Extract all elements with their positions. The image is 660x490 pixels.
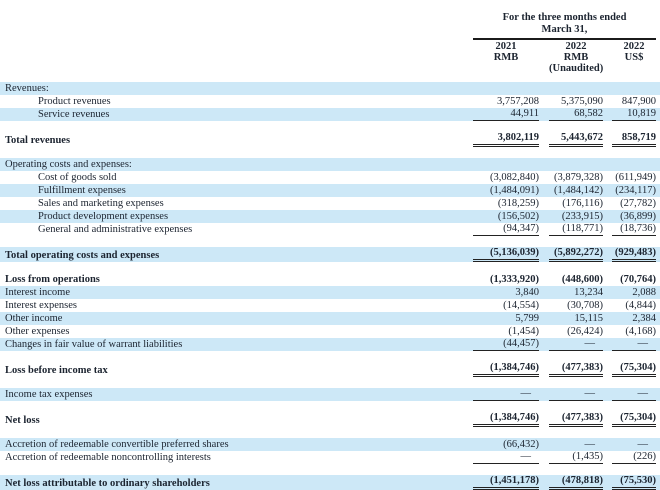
value-text: (1,435) <box>572 451 603 462</box>
table-row <box>0 82 660 95</box>
value-text: (70,764) <box>620 274 656 285</box>
value-text: (30,708) <box>567 300 603 311</box>
table-row <box>0 132 660 147</box>
row-label: Net loss attributable to ordinary shareholders <box>5 478 210 489</box>
value-text: (477,383) <box>561 362 603 373</box>
value-text: (118,771) <box>562 223 603 234</box>
value-2021-rmb <box>473 313 539 325</box>
value-text: (4,844) <box>625 300 656 311</box>
value-2021-rmb <box>473 388 539 401</box>
table-row <box>0 158 660 171</box>
row-label: Accretion of redeemable convertible preferred shares <box>5 439 229 450</box>
value-2021-rmb <box>473 287 539 299</box>
value-text: 858,719 <box>621 132 656 143</box>
value-text: (1,454) <box>508 326 539 337</box>
value-text: — <box>520 388 531 399</box>
value-2022-usd <box>612 326 656 338</box>
value-2022-usd <box>612 475 656 490</box>
value-2022-rmb <box>549 198 603 210</box>
value-2022-usd <box>612 362 656 377</box>
row-label: Other expenses <box>5 326 70 337</box>
value-2021-rmb <box>473 439 539 451</box>
value-2021-rmb <box>473 338 539 351</box>
value-2021-rmb <box>473 451 539 464</box>
value-2022-rmb <box>549 326 603 338</box>
value-2022-usd <box>612 185 656 197</box>
row-label: Operating costs and expenses: <box>5 159 132 170</box>
value-2021-rmb <box>473 223 539 236</box>
value-2022-rmb <box>549 172 603 184</box>
value-2022-rmb <box>549 313 603 325</box>
value-text: (75,304) <box>620 412 656 423</box>
row-label: Cost of goods sold <box>38 172 117 183</box>
value-text: 15,115 <box>574 313 603 324</box>
value-text: (234,117) <box>615 185 656 196</box>
value-2021-rmb <box>473 172 539 184</box>
column-headers <box>473 41 656 74</box>
value-text: (94,347) <box>503 223 539 234</box>
value-text: 5,375,090 <box>561 96 603 107</box>
value-text: (226) <box>633 451 656 462</box>
table-row <box>0 438 660 451</box>
value-2021-rmb <box>473 247 539 262</box>
value-text: 2,088 <box>632 287 656 298</box>
value-2022-usd <box>612 451 656 464</box>
value-text: (75,304) <box>620 362 656 373</box>
value-2022-usd <box>612 211 656 223</box>
value-text: — <box>637 439 648 450</box>
row-label: Income tax expenses <box>5 389 93 400</box>
table-row <box>0 108 660 121</box>
column-currency: RMB <box>493 52 519 63</box>
value-2022-usd <box>612 172 656 184</box>
value-text: (14,554) <box>503 300 539 311</box>
table-row <box>0 95 660 108</box>
column-header-2022-usd <box>612 41 656 74</box>
table-row <box>0 451 660 464</box>
value-2022-rmb <box>549 96 603 108</box>
row-label: Changes in fair value of warrant liabilities <box>5 339 183 350</box>
column-year: 2022 <box>623 41 645 52</box>
value-text: (3,879,328) <box>554 172 603 183</box>
table-row <box>0 184 660 197</box>
row-label: Revenues: <box>5 83 49 94</box>
value-2022-rmb <box>549 439 603 451</box>
value-2022-usd <box>612 247 656 262</box>
value-2022-rmb <box>549 300 603 312</box>
period-title-line2: March 31, <box>541 24 588 35</box>
value-2022-rmb <box>549 132 603 147</box>
value-text: 3,757,208 <box>497 96 539 107</box>
value-2022-usd <box>612 412 656 427</box>
value-2021-rmb <box>473 211 539 223</box>
row-label: Net loss <box>5 415 40 426</box>
row-label: Sales and marketing expenses <box>38 198 164 209</box>
value-text: (4,168) <box>625 326 656 337</box>
table-row <box>0 247 660 262</box>
value-text: 3,840 <box>515 287 539 298</box>
value-2022-usd <box>612 132 656 147</box>
value-text: (448,600) <box>561 274 603 285</box>
value-2021-rmb <box>473 412 539 427</box>
row-label: Loss from operations <box>5 274 100 285</box>
header-rule <box>473 38 656 40</box>
value-2021-rmb <box>473 185 539 197</box>
value-text: (5,892,272) <box>554 247 603 258</box>
table-row <box>0 412 660 427</box>
column-header-2021-rmb <box>473 41 539 74</box>
value-text: 5,443,672 <box>561 132 603 143</box>
table-row <box>0 338 660 351</box>
value-2022-rmb <box>549 223 603 236</box>
value-text: 44,911 <box>510 108 539 119</box>
row-label: Fulfillment expenses <box>38 185 126 196</box>
value-text: (611,949) <box>615 172 656 183</box>
column-year: 2022 <box>565 41 587 52</box>
value-2022-usd <box>612 300 656 312</box>
table-row <box>0 286 660 299</box>
value-2021-rmb <box>473 362 539 377</box>
value-2021-rmb <box>473 108 539 121</box>
row-label: Interest income <box>5 287 71 298</box>
row-label: Total operating costs and expenses <box>5 250 160 261</box>
value-2021-rmb <box>473 326 539 338</box>
value-2022-rmb <box>549 185 603 197</box>
value-2021-rmb <box>473 300 539 312</box>
value-text: (36,899) <box>620 211 656 222</box>
value-2022-rmb <box>549 362 603 377</box>
value-text: (1,333,920) <box>490 274 539 285</box>
table-row <box>0 197 660 210</box>
value-2022-rmb <box>549 475 603 490</box>
table-row <box>0 171 660 184</box>
value-2022-rmb <box>549 108 603 121</box>
value-2021-rmb <box>473 475 539 490</box>
value-2022-rmb <box>549 274 603 286</box>
value-text: (929,483) <box>614 247 656 258</box>
period-title-line1: For the three months ended <box>502 12 627 23</box>
value-text: 847,900 <box>621 96 656 107</box>
value-text: — <box>584 338 595 349</box>
row-label: Other income <box>5 313 63 324</box>
value-2022-usd <box>612 287 656 299</box>
value-text: (44,457) <box>503 338 539 349</box>
value-text: 68,582 <box>574 108 603 119</box>
table-header <box>0 0 660 74</box>
value-2021-rmb <box>473 132 539 147</box>
value-text: (233,915) <box>561 211 603 222</box>
value-2022-usd <box>612 313 656 325</box>
column-header-2022-rmb <box>549 41 603 74</box>
table-row <box>0 210 660 223</box>
value-text: 3,802,119 <box>497 132 539 143</box>
table-row <box>0 223 660 236</box>
value-2022-rmb <box>549 287 603 299</box>
column-year: 2021 <box>495 41 517 52</box>
value-2022-rmb <box>549 412 603 427</box>
row-label: General and administrative expenses <box>38 224 193 235</box>
value-text: 2,384 <box>632 313 656 324</box>
column-currency: US$ <box>624 52 644 63</box>
row-label: Loss before income tax <box>5 365 108 376</box>
value-2022-usd <box>612 439 656 451</box>
value-text: — <box>520 451 531 462</box>
value-2021-rmb <box>473 96 539 108</box>
value-text: (18,736) <box>620 223 656 234</box>
value-text: (75,530) <box>620 475 656 486</box>
value-text: (5,136,039) <box>490 247 539 258</box>
value-text: (1,384,746) <box>490 412 539 423</box>
value-text: 13,234 <box>574 287 603 298</box>
value-text: (477,383) <box>561 412 603 423</box>
value-2022-usd <box>612 223 656 236</box>
value-text: (478,818) <box>561 475 603 486</box>
value-2022-rmb <box>549 338 603 351</box>
value-2022-usd <box>612 274 656 286</box>
value-text: (1,384,746) <box>490 362 539 373</box>
value-2022-usd <box>612 388 656 401</box>
value-2021-rmb <box>473 198 539 210</box>
row-label: Product development expenses <box>38 211 169 222</box>
value-text: 10,819 <box>627 108 656 119</box>
value-2022-usd <box>612 338 656 351</box>
column-note: (Unaudited) <box>549 63 604 74</box>
value-text: (26,424) <box>567 326 603 337</box>
table-row <box>0 299 660 312</box>
row-label: Total revenues <box>5 135 71 146</box>
table-row <box>0 312 660 325</box>
row-label: Service revenues <box>38 109 110 120</box>
row-label: Interest expenses <box>5 300 78 311</box>
value-text: (27,782) <box>620 198 656 209</box>
row-label: Product revenues <box>38 96 111 107</box>
table-row <box>0 388 660 401</box>
value-text: (1,484,091) <box>490 185 539 196</box>
value-text: (1,451,178) <box>490 475 539 486</box>
table-row <box>0 475 660 490</box>
value-text: (3,082,840) <box>490 172 539 183</box>
row-label: Accretion of redeemable noncontrolling interests <box>5 452 211 463</box>
value-text: (66,432) <box>503 439 539 450</box>
value-2022-rmb <box>549 211 603 223</box>
table-row <box>0 273 660 286</box>
value-2022-usd <box>612 96 656 108</box>
value-text: — <box>584 388 595 399</box>
value-text: (318,259) <box>497 198 539 209</box>
value-text: — <box>637 338 648 349</box>
table-row <box>0 362 660 377</box>
value-text: — <box>584 439 595 450</box>
value-text: 5,799 <box>515 313 539 324</box>
value-2022-rmb <box>549 388 603 401</box>
value-2022-usd <box>612 108 656 121</box>
value-2021-rmb <box>473 274 539 286</box>
column-currency: RMB <box>563 52 589 63</box>
period-header <box>473 12 656 74</box>
value-text: (156,502) <box>497 211 539 222</box>
table-body <box>0 82 660 490</box>
value-text: — <box>637 388 648 399</box>
value-2022-rmb <box>549 451 603 464</box>
value-text: (1,484,142) <box>554 185 603 196</box>
value-2022-usd <box>612 198 656 210</box>
value-text: (176,116) <box>562 198 603 209</box>
value-2022-rmb <box>549 247 603 262</box>
table-row <box>0 325 660 338</box>
